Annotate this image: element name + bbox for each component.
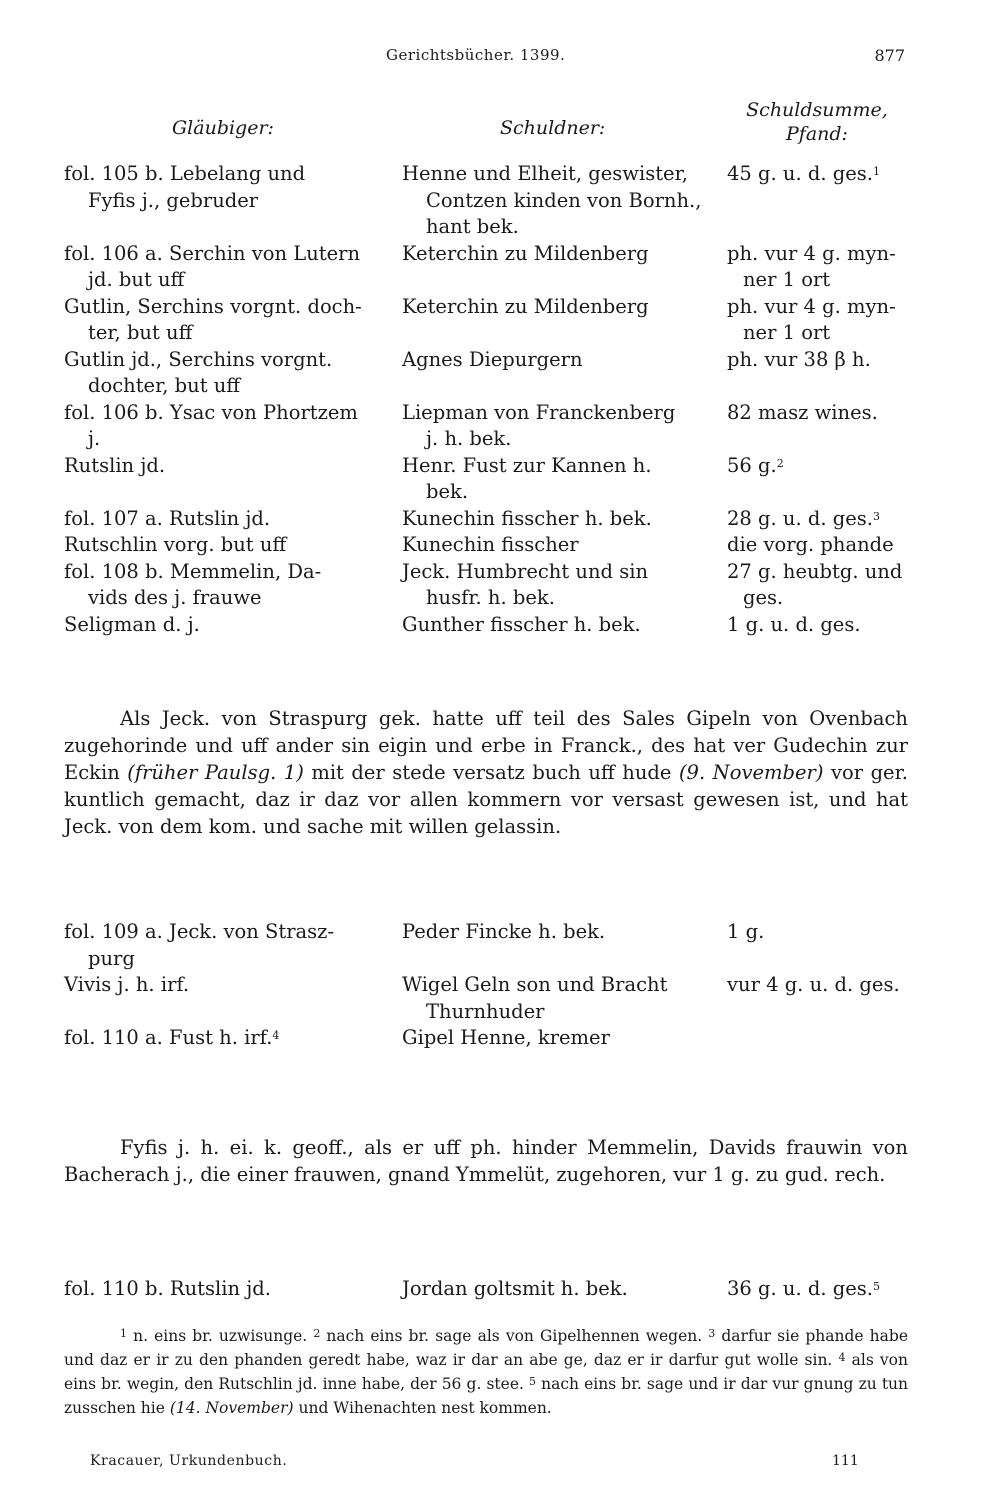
- running-title: Gerichtsbücher. 1399.: [386, 46, 566, 64]
- table-row: [64, 972, 907, 1025]
- creditor-cell: [64, 347, 402, 400]
- cell-text: ner 1 ort: [743, 268, 831, 291]
- table-row: [64, 532, 907, 559]
- cell-text: 1 g. u. d. ges.: [727, 612, 861, 636]
- paragraph-1-text-c: vor ger. kuntlich gemacht, daz ir daz vor allen kommern vor versast gewesen ist, und hat Jeck. von dem kom. und sache mit willen gelassin.: [64, 761, 908, 838]
- cell-text: fol. 105 b. Lebelang und: [64, 162, 306, 185]
- paragraph-1-text-a: Als Jeck. von Straspurg gek. hatte uff teil des Sales Gipeln von Ovenbach zugehorinde und uff ander sin eigin und erbe in Franck., des hat ver Gudechin zur Eckin: [64, 707, 908, 784]
- creditor-cell: [64, 919, 402, 972]
- cell-text: jd. but uff: [88, 268, 185, 291]
- column-headings: [0, 98, 1000, 158]
- footnote-ref: 3: [872, 509, 880, 523]
- cell-text: Liepman von Franckenberg: [402, 400, 676, 424]
- creditor-cell: [64, 161, 402, 214]
- cell-line: [64, 188, 402, 215]
- creditor-cell: [64, 1025, 402, 1052]
- footnote-3: darfur sie phande habe und daz er ir zu den phanden geredt habe, waz ir dar an abe ge, daz er ir darfur gut wolle sin.: [64, 1327, 908, 1369]
- footnotes: [64, 1324, 908, 1420]
- cell-text: Henr. Fust zur Kannen h.: [402, 453, 652, 477]
- table-row: [64, 1276, 907, 1303]
- paragraph-1: [64, 705, 908, 840]
- cell-text: 36 g. u. d. ges.: [727, 1277, 873, 1300]
- amount-cell: [727, 161, 907, 188]
- debtor-cell: [402, 612, 727, 639]
- cell-text: fol. 110 a. Fust h. irf.: [64, 1026, 273, 1049]
- cell-line: [64, 161, 402, 188]
- debt-table-2: [64, 919, 907, 1052]
- amount-cell: [727, 347, 907, 374]
- debtor-cell: [402, 972, 727, 1025]
- amount-cell: [727, 919, 907, 946]
- paragraph-2: [64, 1134, 908, 1188]
- cell-line: [727, 532, 907, 559]
- footnote-mark-2: 2: [313, 1327, 321, 1340]
- footnote-mark-1: 1: [120, 1327, 127, 1340]
- cell-line: [727, 400, 907, 427]
- cell-line: [64, 506, 402, 533]
- cell-text: ph. vur 4 g. myn-: [727, 241, 896, 265]
- footnote-4: als von eins br. wegin, den Rutschlin jd. inne habe, der 56 g. stee.: [64, 1351, 908, 1393]
- debtor-cell: [402, 1276, 727, 1303]
- debtor-heading: Schuldner:: [500, 117, 606, 139]
- table-row: [64, 453, 907, 506]
- amount-cell: [727, 241, 907, 294]
- footnote-mark-3: 3: [708, 1327, 716, 1340]
- cell-text: 27 g. heubtg. und: [727, 559, 903, 583]
- table-row: [64, 400, 907, 453]
- cell-line: [402, 241, 727, 268]
- cell-line: [64, 267, 402, 294]
- cell-line: [727, 612, 907, 639]
- creditor-cell: [64, 612, 402, 639]
- table-row: [64, 1025, 907, 1052]
- creditor-cell: [64, 294, 402, 347]
- footnote-5-italic: (14. November): [169, 1399, 294, 1417]
- cell-line: [402, 1276, 727, 1303]
- cell-text: Rutschlin vorg. but uff: [64, 533, 287, 556]
- amount-cell: [727, 506, 907, 533]
- cell-line: [402, 585, 727, 612]
- cell-text: fol. 109 a. Jeck. von Strasz-: [64, 920, 335, 943]
- cell-line: [64, 585, 402, 612]
- cell-text: Kunechin fisscher h. bek.: [402, 506, 652, 530]
- cell-text: vur 4 g. u. d. ges.: [727, 973, 900, 996]
- amount-cell: [727, 532, 907, 559]
- cell-line: [402, 426, 727, 453]
- cell-line: [727, 267, 907, 294]
- table-row: [64, 919, 907, 972]
- cell-text: hant bek.: [426, 215, 519, 238]
- paragraph-1-text-b: mit der stede versatz buch uff hude: [303, 761, 679, 784]
- cell-line: [64, 1276, 402, 1303]
- cell-text: die vorg. phande: [727, 533, 894, 556]
- footnote-ref: 4: [272, 1029, 280, 1042]
- cell-text: Contzen kinden von Bornh.,: [426, 188, 702, 212]
- cell-line: [64, 426, 402, 453]
- debtor-cell: [402, 559, 727, 612]
- paragraph-1-italic-a: (früher Paulsg. 1): [127, 761, 304, 784]
- cell-line: [402, 453, 727, 480]
- footnote-mark-4: 4: [838, 1351, 846, 1364]
- amount-cell: [727, 1276, 907, 1303]
- cell-line: [402, 479, 727, 506]
- amount-cell: [727, 972, 907, 999]
- cell-text: bek.: [426, 480, 469, 503]
- table-row: [64, 294, 907, 347]
- cell-text: 28 g. u. d. ges.: [727, 506, 873, 530]
- cell-text: Gutlin, Serchins vorgnt. doch-: [64, 294, 362, 318]
- paragraph-2-text: Fyfis j. h. ei. k. geoff., als er uff ph. hinder Memmelin, Davids frauwin von Bacherach j., die einer frauwen, gnand Ymmelüt, zugehoren, vur 1 g. zu gud. rech.: [64, 1136, 908, 1186]
- footnote-5a: nach eins br. sage und ir dar vur gnung zu tun zusschen hie: [64, 1375, 909, 1417]
- cell-line: [64, 347, 402, 374]
- table-row: [64, 506, 907, 533]
- amount-cell: [727, 294, 907, 347]
- footer-signature: 111: [832, 1453, 859, 1469]
- page-number: 877: [874, 46, 905, 65]
- cell-text: j. h. bek.: [426, 427, 512, 450]
- debtor-cell: [402, 532, 727, 559]
- cell-text: Fyfis j., gebruder: [88, 188, 259, 212]
- amount-cell: [727, 612, 907, 639]
- cell-text: fol. 106 a. Serchin von Lutern: [64, 241, 361, 265]
- cell-line: [402, 919, 727, 946]
- cell-line: [402, 559, 727, 586]
- cell-text: fol. 106 b. Ysac von Phortzem: [64, 400, 358, 424]
- cell-line: [402, 161, 727, 188]
- cell-line: [64, 532, 402, 559]
- cell-text: ges.: [743, 586, 784, 609]
- cell-text: Vivis j. h. irf.: [64, 973, 190, 996]
- creditor-cell: [64, 400, 402, 453]
- footnote-mark-5: 5: [529, 1375, 537, 1388]
- footnote-5b: und Wihenachten nest kommen.: [293, 1399, 552, 1417]
- paragraph-1-italic-b: (9. November): [678, 761, 824, 784]
- cell-text: Wigel Geln son und Bracht: [402, 973, 668, 996]
- cell-text: Henne und Elheit, geswister,: [402, 162, 688, 185]
- creditor-cell: [64, 532, 402, 559]
- table-row: [64, 347, 907, 400]
- cell-text: fol. 108 b. Memmelin, Da-: [64, 559, 322, 583]
- cell-text: Peder Fincke h. bek.: [402, 920, 606, 943]
- creditor-cell: [64, 972, 402, 999]
- cell-text: Kunechin fisscher: [402, 533, 579, 556]
- cell-line: [64, 919, 402, 946]
- debtor-cell: [402, 347, 727, 374]
- table-row: [64, 241, 907, 294]
- footnote-ref: 1: [872, 165, 880, 178]
- cell-line: [64, 294, 402, 321]
- creditor-heading: Gläubiger:: [172, 117, 274, 139]
- amount-cell: [727, 559, 907, 612]
- cell-line: [64, 241, 402, 268]
- amount-cell: [727, 400, 907, 427]
- cell-text: husfr. h. bek.: [426, 586, 555, 609]
- cell-text: ph. vur 38 β h.: [727, 347, 871, 371]
- creditor-cell: [64, 241, 402, 294]
- cell-text: 45 g. u. d. ges.: [727, 162, 873, 185]
- cell-text: ner 1 ort: [743, 321, 831, 344]
- cell-line: [64, 320, 402, 347]
- cell-text: vids des j. frauwe: [88, 586, 262, 609]
- cell-line: [727, 347, 907, 374]
- cell-line: [402, 506, 727, 533]
- cell-line: [727, 453, 907, 480]
- footnote-ref: 2: [776, 456, 784, 470]
- cell-text: 1 g.: [727, 920, 765, 943]
- creditor-cell: [64, 559, 402, 612]
- creditor-cell: [64, 506, 402, 533]
- cell-text: fol. 107 a. Rutslin jd.: [64, 506, 271, 530]
- cell-text: Jeck. Humbrecht und sin: [402, 559, 649, 583]
- cell-text: 56 g.: [727, 453, 777, 477]
- running-head: [0, 46, 1000, 74]
- cell-line: [64, 1025, 402, 1052]
- cell-line: [402, 214, 727, 241]
- table-row: [64, 559, 907, 612]
- debt-table-1: [64, 161, 907, 638]
- table-row: [64, 161, 907, 241]
- creditor-cell: [64, 453, 402, 480]
- cell-text: Keterchin zu Mildenberg: [402, 241, 649, 265]
- cell-text: Seligman d. j.: [64, 612, 200, 636]
- amount-heading: [732, 98, 902, 146]
- cell-line: [402, 532, 727, 559]
- cell-line: [64, 559, 402, 586]
- amount-cell: [727, 453, 907, 480]
- cell-text: Agnes Diepurgern: [402, 347, 583, 371]
- cell-text: j.: [88, 427, 101, 450]
- footnote-2: nach eins br. sage als von Gipelhennen wegen.: [320, 1327, 709, 1345]
- debtor-cell: [402, 506, 727, 533]
- cell-line: [727, 919, 907, 946]
- footer-source: Kracauer, Urkundenbuch.: [90, 1453, 288, 1469]
- amount-heading-line1: Schuldsumme,: [746, 99, 888, 121]
- cell-line: [64, 453, 402, 480]
- cell-line: [64, 612, 402, 639]
- cell-text: dochter, but uff: [88, 374, 241, 397]
- cell-line: [64, 400, 402, 427]
- debtor-cell: [402, 400, 727, 453]
- creditor-cell: [64, 1276, 402, 1303]
- cell-line: [727, 506, 907, 533]
- cell-text: fol. 110 b. Rutslin jd.: [64, 1277, 271, 1300]
- debtor-cell: [402, 1025, 727, 1052]
- cell-line: [727, 559, 907, 586]
- cell-text: Jordan goltsmit h. bek.: [402, 1277, 628, 1300]
- cell-text: Thurnhuder: [426, 999, 545, 1023]
- cell-line: [64, 946, 402, 973]
- amount-heading-line2: Pfand:: [786, 123, 848, 145]
- debt-table-3: [64, 1276, 907, 1303]
- cell-text: Gutlin jd., Serchins vorgnt.: [64, 347, 333, 371]
- cell-text: Keterchin zu Mildenberg: [402, 294, 649, 318]
- cell-line: [727, 241, 907, 268]
- cell-line: [402, 972, 727, 999]
- cell-line: [727, 972, 907, 999]
- cell-text: Gunther fisscher h. bek.: [402, 612, 641, 636]
- cell-line: [402, 612, 727, 639]
- cell-line: [64, 373, 402, 400]
- cell-line: [402, 294, 727, 321]
- cell-line: [402, 347, 727, 374]
- debtor-cell: [402, 919, 727, 946]
- cell-text: Rutslin jd.: [64, 453, 166, 477]
- footnote-ref: 5: [872, 1280, 880, 1293]
- footnote-1: n. eins br. uzwisunge.: [127, 1327, 314, 1345]
- cell-line: [727, 320, 907, 347]
- cell-line: [727, 585, 907, 612]
- cell-line: [402, 999, 727, 1026]
- cell-line: [727, 161, 907, 188]
- cell-text: 82 masz wines.: [727, 400, 878, 424]
- debtor-cell: [402, 241, 727, 268]
- debtor-cell: [402, 453, 727, 506]
- cell-text: Gipel Henne, kremer: [402, 1026, 610, 1049]
- cell-text: ter, but uff: [88, 321, 193, 344]
- debtor-cell: [402, 294, 727, 321]
- cell-line: [402, 188, 727, 215]
- cell-line: [402, 400, 727, 427]
- cell-text: purg: [88, 946, 135, 970]
- cell-line: [727, 294, 907, 321]
- debtor-cell: [402, 161, 727, 241]
- table-row: [64, 612, 907, 639]
- cell-line: [64, 972, 402, 999]
- cell-line: [402, 1025, 727, 1052]
- cell-line: [727, 1276, 907, 1303]
- cell-text: ph. vur 4 g. myn-: [727, 294, 896, 318]
